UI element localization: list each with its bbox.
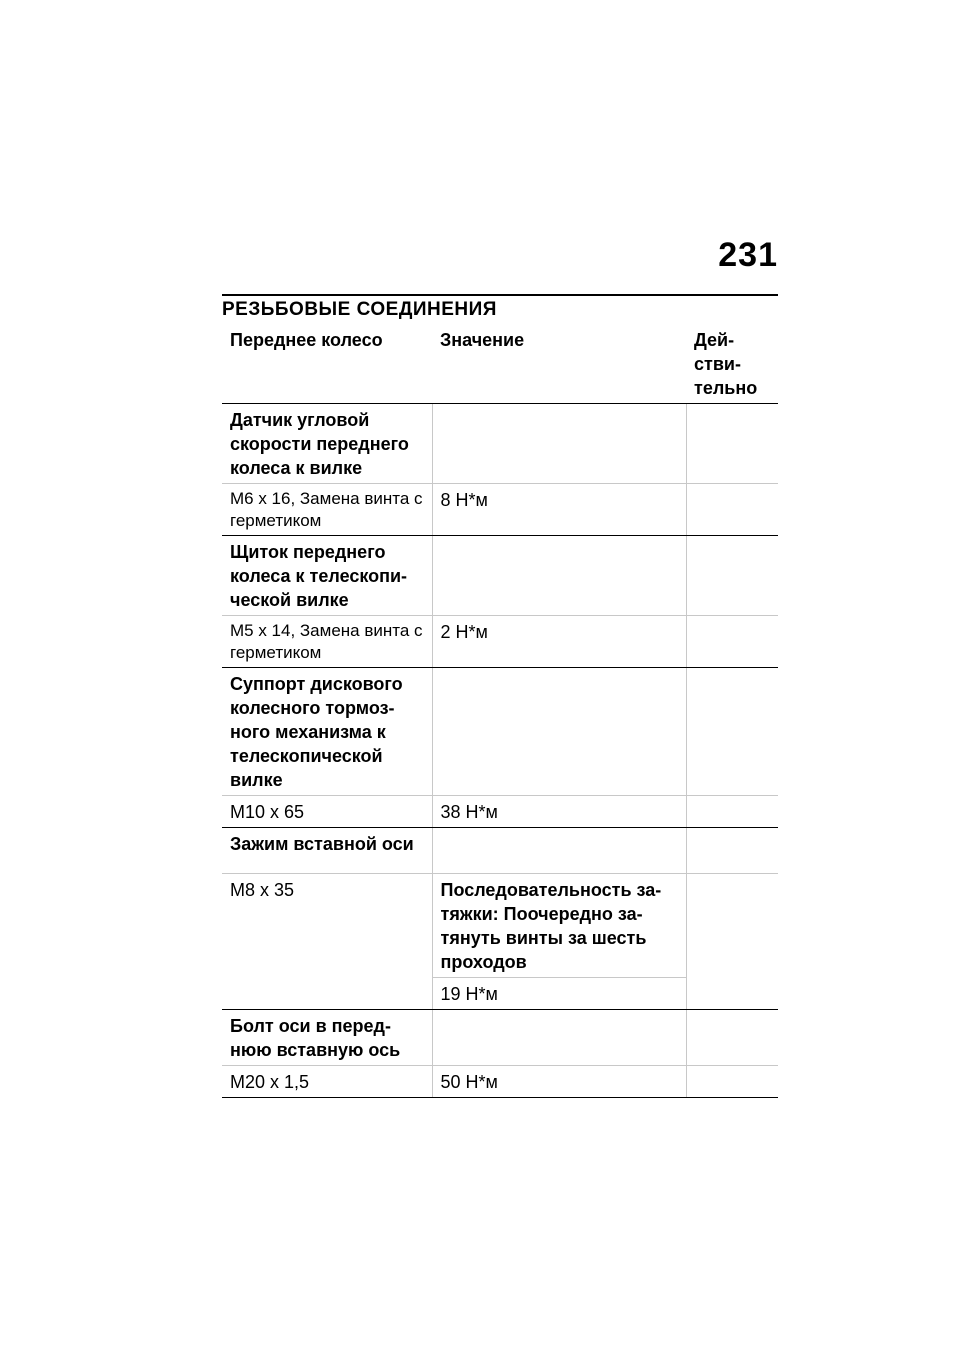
- empty-cell: [432, 536, 686, 616]
- empty-cell: [686, 536, 778, 616]
- torque-value: 2 Н*м: [432, 616, 686, 668]
- torque-value: 50 Н*м: [432, 1066, 686, 1098]
- section-title: РЕЗЬБОВЫЕ СОЕДИНЕНИЯ: [222, 299, 497, 320]
- page-number: 231: [718, 236, 778, 274]
- torque-value: 19 Н*м: [432, 978, 686, 1010]
- fastener-spec: M8 x 35: [222, 874, 432, 1010]
- check-cell: [686, 874, 778, 1010]
- empty-cell: [432, 668, 686, 796]
- fastener-spec: M20 x 1,5: [222, 1066, 432, 1098]
- check-cell: [686, 616, 778, 668]
- check-cell: [686, 1066, 778, 1098]
- fastener-spec: M5 x 14, Замена винта с герметиком: [222, 616, 432, 668]
- table-row: [222, 616, 778, 668]
- empty-cell: [432, 828, 686, 874]
- empty-cell: [686, 828, 778, 874]
- torque-value: 8 Н*м: [432, 484, 686, 536]
- fastener-spec: M6 x 16, Замена винта с герметиком: [222, 484, 432, 536]
- table-row: [222, 1010, 778, 1066]
- fastener-title: Щиток переднего колеса к телескопи-ческой вилке: [222, 536, 432, 616]
- section-rule: [222, 294, 778, 296]
- header-front-wheel: Переднее колесо: [222, 324, 432, 404]
- fastener-title: Болт оси в перед-нюю вставную ось: [222, 1010, 432, 1066]
- torque-value: 38 Н*м: [432, 796, 686, 828]
- fastener-title: Зажим вставной оси: [222, 828, 432, 874]
- table-row: [222, 1066, 778, 1098]
- table-row: [222, 536, 778, 616]
- header-valid: Дей- стви- тельно: [686, 324, 778, 404]
- empty-cell: [686, 404, 778, 484]
- fastener-spec: M10 x 65: [222, 796, 432, 828]
- fastener-title: Датчик угловой скорости переднего колеса к вилке: [222, 404, 432, 484]
- empty-cell: [432, 1010, 686, 1066]
- empty-cell: [432, 404, 686, 484]
- table-row: [222, 668, 778, 796]
- table-row: [222, 404, 778, 484]
- table-row: [222, 796, 778, 828]
- empty-cell: [686, 1010, 778, 1066]
- check-cell: [686, 484, 778, 536]
- empty-cell: [686, 668, 778, 796]
- table-header-row: [222, 324, 778, 404]
- header-value: Значение: [432, 324, 686, 404]
- table-row: [222, 828, 778, 874]
- tightening-note: Последовательность за-тяжки: Поочередно за-тянуть винты за шесть проходов: [432, 874, 686, 978]
- torque-table: [222, 324, 778, 1098]
- table-row: [222, 484, 778, 536]
- table-row: [222, 874, 778, 978]
- fastener-title: Суппорт дискового колесного тормоз-ного механизма к телескопической вилке: [222, 668, 432, 796]
- check-cell: [686, 796, 778, 828]
